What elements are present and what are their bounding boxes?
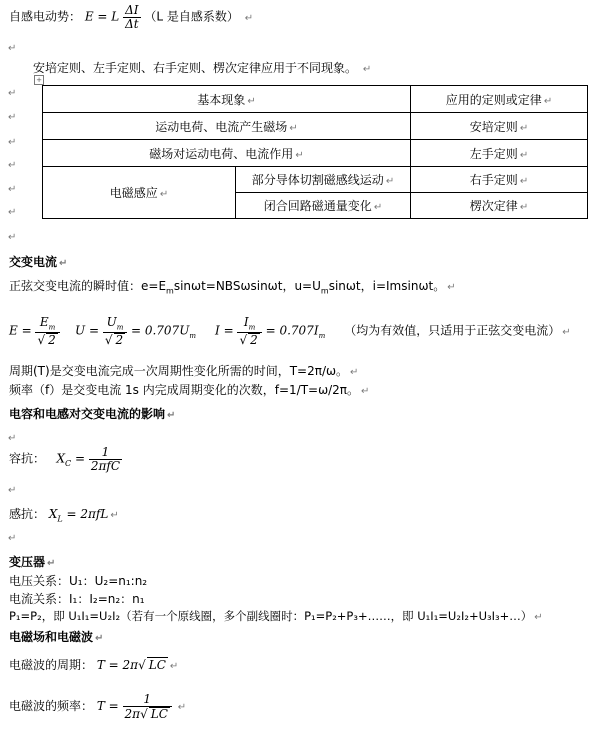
table-cell: 闭合回路磁通量变化 ↵ xyxy=(236,193,411,219)
ac-period-line: 周期(T)是交变电流完成一次周期性变化所需的时间，T=2π/ω。 ↵ xyxy=(9,364,359,378)
paragraph-mark: ↵ xyxy=(8,137,17,148)
paragraph-mark: ↵ xyxy=(8,485,17,496)
paragraph-mark: ↵ xyxy=(8,184,17,195)
transformer-current: 电流关系：I₁：I₂=n₂：n₁ xyxy=(9,592,145,606)
rms-note: （均为有效值，只适用于正弦交变电流） xyxy=(344,323,561,338)
self-emf-label: 自感电动势： xyxy=(9,9,82,24)
em-period-line: 电磁波的周期： T = 2π√ LC ↵ xyxy=(9,658,179,672)
paragraph-mark: ↵ xyxy=(8,160,17,171)
rms-e-fraction: $\frac{E_m}{√ 2}$ xyxy=(35,316,59,346)
transformer-heading: 变压器 ↵ xyxy=(9,555,56,569)
cap-ind-heading: 电容和电感对交变电流的影响 ↵ xyxy=(9,407,176,421)
ac-instant-line: 正弦交变电流的瞬时值：$e=E_m\sin\omega t=NBS\omega\sin\omega t$，$u=U_m\sin\omega t$，i=Imsinωt。 ↵ xyxy=(9,279,456,296)
table-group-cell: 电磁感应 ↵ xyxy=(43,167,236,219)
self-emf-num: ΔI xyxy=(125,3,139,17)
self-emf-note: （L 是自感系数） xyxy=(144,9,239,24)
paragraph-mark: ↵ xyxy=(362,64,372,75)
xl-line: 感抗： $X_L = 2\pi fL$ ↵ xyxy=(9,507,119,524)
table-row xyxy=(43,167,588,193)
table-cell: 磁场对运动电荷、电流作用 ↵ xyxy=(43,140,411,167)
transformer-voltage: 电压关系：U₁：U₂=n₁:n₂ xyxy=(9,574,148,588)
laws-intro xyxy=(33,59,371,76)
em-freq-fraction: $\frac{1}{2\pi√ LC}$ xyxy=(123,693,172,720)
self-emf-fraction xyxy=(123,4,141,30)
rms-u-fraction: $\frac{U_m}{√ 2}$ xyxy=(103,316,127,346)
xc-line: 容抗： $X_C$ = $\frac{1}{\text{2πfC}}$ xyxy=(9,445,121,473)
laws-table xyxy=(42,85,588,219)
paragraph-mark: ↵ xyxy=(8,43,17,54)
paragraph-mark: ↵ xyxy=(8,433,17,444)
ac-frequency-line: 频率（f）是交变电流 1s 内完成周期变化的次数，f=1/T=ω/2π。 ↵ xyxy=(9,383,370,397)
table-row xyxy=(43,140,588,167)
table-cell: 部分导体切割磁感线运动 ↵ xyxy=(236,167,411,193)
table-move-handle-icon[interactable]: + xyxy=(34,75,44,85)
rms-i-fraction: $\frac{I_m}{√ 2}$ xyxy=(237,316,261,346)
transformer-power: P₁=P₂，即 U₁I₁=U₂I₂（若有一个原线圈，多个副线圈时：P₁=P₂+P₃+……，即 U₁I₁=U₂I₂+U₃I₃+…） ↵ xyxy=(9,609,543,623)
table-header-cell: 应用的定则或定律 ↵ xyxy=(411,86,588,113)
self-emf-lhs: E = L xyxy=(84,9,120,24)
table-row xyxy=(43,113,588,140)
laws-intro-text: 安培定则、左手定则、右手定则、楞次定律应用于不同现象。 xyxy=(33,61,358,75)
self-emf-line xyxy=(9,4,253,30)
paragraph-mark: ↵ xyxy=(8,207,17,218)
paragraph-mark: ↵ xyxy=(8,232,17,243)
self-emf-den: Δt xyxy=(125,16,139,31)
paragraph-mark: ↵ xyxy=(8,533,17,544)
table-cell: 运动电荷、电流产生磁场 ↵ xyxy=(43,113,411,140)
ac-heading: 交变电流 ↵ xyxy=(9,255,68,269)
table-cell: 右手定则 ↵ xyxy=(411,167,588,193)
xc-fraction: $\frac{1}{\text{2πfC}}$ xyxy=(90,445,121,473)
paragraph-mark: ↵ xyxy=(8,88,17,99)
table-cell: 楞次定律 ↵ xyxy=(411,193,588,219)
table-cell: 安培定则 ↵ xyxy=(411,113,588,140)
table-cell: 左手定则 ↵ xyxy=(411,140,588,167)
ac-rms-formulas: E = $\frac{E_m}{√ 2}$ U = $\frac{U_m}{√ 2}$ = $0.707U_m$ I = $\frac{I_m}{√ 2}$ = $0.707I_m$ （均为有效值，只适用于正弦交变电流） ↵ xyxy=(9,315,571,347)
table-header-cell: 基本现象 ↵ xyxy=(43,86,411,113)
em-freq-line: 电磁波的频率： T = $\frac{1}{2\pi√ LC}$ ↵ xyxy=(9,692,187,721)
table-header-row xyxy=(43,86,588,113)
paragraph-mark: ↵ xyxy=(8,112,17,123)
paragraph-mark: ↵ xyxy=(244,12,254,24)
em-wave-heading: 电磁场和电磁波 ↵ xyxy=(9,630,104,644)
